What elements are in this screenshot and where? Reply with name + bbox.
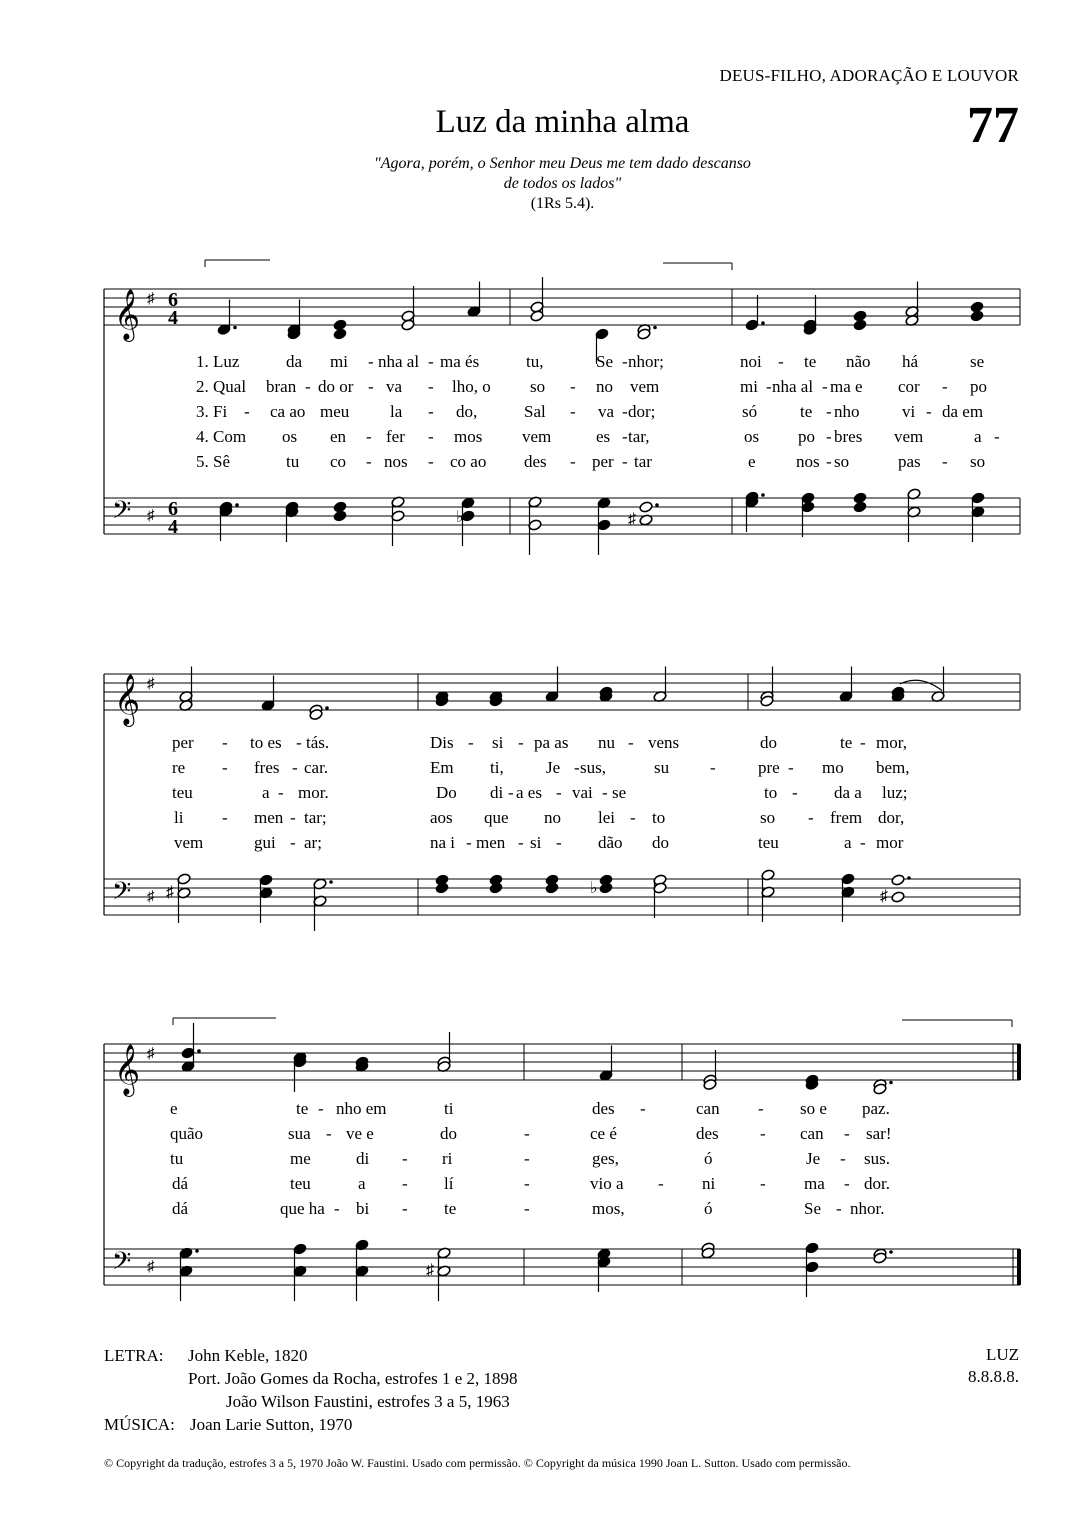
lyric-syllable: da [286,352,303,371]
lyric-syllable: ó [704,1199,713,1218]
lyric-syllable: fer [386,427,405,446]
lyric-syllable: - [758,1099,764,1118]
time-signature-bottom: 4 [168,516,178,538]
lyric-syllable: e [748,452,756,471]
lyric-syllable: nha al [378,352,420,371]
lyric-syllable: - [296,733,302,752]
lyric-syllable: dor, [878,808,905,827]
lyric-syllable: 2. Qual [196,377,247,396]
lyric-syllable: da a [834,783,862,802]
lyric-syllable: ca ao [270,402,306,421]
epigraph-line: de todos os lados" [503,175,622,192]
accidental: ♭ [590,880,598,897]
epigraph-line: "Agora, porém, o Senhor meu Deus me tem dado descanso [374,155,751,172]
lyric-syllable: 5. Sê [196,452,230,471]
lyric-syllable: a [262,783,270,802]
lyric-syllable: pas [898,452,921,471]
lyric-syllable: vem [522,427,552,446]
lyric-syllable: - [844,1124,850,1143]
lyric-syllable: dá [172,1174,189,1193]
lyric-syllable: há [902,352,919,371]
lyric-syllable: vai [572,783,593,802]
lyric-syllable: que ha [280,1199,325,1218]
lyric-syllable: aos [430,808,453,827]
copyright-notice: © Copyright da tradução, estrofes 3 a 5, 1970 João W. Faustini. Usado com permissão. © Copyright da música 1990 Joan L. Sutton. Usado com permissão. [104,1456,851,1470]
lyric-syllable: mos [454,427,483,446]
tie [900,680,942,690]
lyric-syllable: ma [804,1174,825,1193]
lyric-syllable: tar; [304,808,327,827]
lyric-syllable: des [524,452,547,471]
accidental: ♯ [628,511,636,528]
lyric-syllable: ar; [304,833,322,852]
lyric-syllable: po [970,377,987,396]
lyric-syllable: ri [442,1149,453,1168]
lyric-syllable: to [764,783,778,802]
dot [235,503,239,507]
lyric-syllable: dá [172,1199,189,1218]
lyric-syllable: meu [320,402,350,421]
lyric-syllable: bran [266,377,297,396]
lyric-syllable: - [844,1174,850,1193]
lyric-syllable: - [402,1199,408,1218]
lyric-syllable: 1. Luz [196,352,240,371]
lyric-syllable: tu, [526,352,544,371]
lyric-syllable: vio a [590,1174,624,1193]
lyric-syllable: vem [630,377,660,396]
lyric-syllable: va [598,402,615,421]
lyric-syllable: da em [942,402,984,421]
hymn-number: 77 [967,97,1019,154]
key-signature-sharp: ♯ [147,676,155,692]
lyric-syllable: nu [598,733,615,752]
musica-composer: Joan Larie Sutton, 1970 [190,1415,353,1434]
notehead [333,510,347,522]
notehead [891,891,905,903]
time-signature-top: 6 [168,289,178,311]
lyric-syllable: so [760,808,776,827]
lyric-syllable: me [290,1149,311,1168]
lyric-syllable: - [518,733,524,752]
lyric-syllable: só [742,402,758,421]
lyric-syllable: mi [330,352,348,371]
lyric-syllable: te [296,1099,309,1118]
key-signature-sharp: ♯ [147,291,155,307]
dot [195,1249,199,1253]
lyric-syllable: per [172,733,194,752]
lyric-syllable: si [530,833,542,852]
lyric-syllable: sus. [864,1149,890,1168]
lyric-syllable: a [844,833,852,852]
lyric-syllable: - [836,1199,842,1218]
accidental: ♯ [426,1262,434,1279]
lyric-syllable: lho, o [452,377,491,396]
lyric-syllable: luz; [882,783,908,802]
lyric-syllable: nhor. [850,1199,885,1218]
lyric-syllable: - [556,833,562,852]
lyric-syllable: vens [648,733,680,752]
credit-translator: João Wilson Faustini, estrofes 3 a 5, 1963 [226,1392,510,1411]
lyric-syllable: - [622,452,628,471]
lyric-syllable: Se [596,352,613,371]
lyric-syllable: to es [250,733,282,752]
lyric-syllable: - [860,833,866,852]
credit-letra-row [104,1344,518,1367]
lyric-syllable: frem [830,808,863,827]
lyric-syllable: - [428,427,434,446]
lyric-syllable: - [292,758,298,777]
accidental: ♯ [880,888,888,905]
notehead [891,874,905,886]
lyric-syllable: do, [456,402,478,421]
lyric-syllable: - [826,402,832,421]
lyric-syllable: - [926,402,932,421]
lyric-syllable: sus, [580,758,606,777]
lyric-syllable: - [468,733,474,752]
lyric-syllable: - [658,1174,664,1193]
lyric-syllable: nos [384,452,408,471]
lyric-syllable: na i [430,833,456,852]
lyric-syllable: - [574,758,580,777]
lyric-syllable: os [744,427,760,446]
lyric-syllable: - [222,733,228,752]
time-signature-top: 6 [168,498,178,520]
lyric-syllable: di [356,1149,370,1168]
credits [104,1344,518,1436]
lyric-syllable: teu [290,1174,311,1193]
key-signature-sharp: ♯ [147,508,155,524]
lyric-syllable: - [640,1099,646,1118]
lyric-syllable: no [544,808,561,827]
lyric-syllable: va [386,377,403,396]
lyric-syllable: não [846,352,871,371]
lyric-syllable: noi [740,352,762,371]
notehead [853,501,867,513]
lyric-syllable: se [970,352,985,371]
lyric-syllable: os [282,427,298,446]
accidental: ♭ [456,509,464,526]
lyric-syllable: vi [902,402,916,421]
notehead [333,328,347,340]
key-signature-sharp: ♯ [147,889,155,905]
lyric-syllable: - [942,452,948,471]
lyric-syllable: ni [702,1174,716,1193]
lyric-syllable: - [840,1149,846,1168]
lyric-syllable: do or [318,377,354,396]
lyric-syllable: ve e [346,1124,374,1143]
lyric-syllable: - [305,377,311,396]
epigraph-reference: (1Rs 5.4). [530,195,595,212]
lyric-syllable: - [334,1199,340,1218]
lyric-syllable: can [800,1124,824,1143]
epigraph [0,154,1085,214]
lyric-syllable: - [942,377,948,396]
lyric-syllable: men [254,808,284,827]
lyric-syllable: bres [834,427,863,446]
lyric-syllable: po [798,427,815,446]
letra-author: John Keble, 1820 [188,1346,308,1365]
lyric-syllable: - [622,427,628,446]
tune-info [968,1344,1019,1388]
lyric-syllable: gui [254,833,276,852]
lyric-syllable: la [390,402,403,421]
lyric-syllable: do [760,733,777,752]
lyric-syllable: ce é [590,1124,617,1143]
bass-clef: 𝄢 [112,497,132,530]
meter: 8.8.8.8. [968,1367,1019,1386]
lyric-syllable: nha al [772,377,814,396]
lyric-syllable: ti, [490,758,504,777]
lyric-syllable: a [974,427,982,446]
lyric-syllable: teu [172,783,193,802]
lyric-syllable: - [524,1174,530,1193]
lyric-syllable: e [170,1099,178,1118]
dot [653,326,657,330]
lyric-syllable: lei [598,808,615,827]
lyric-syllable: tu [170,1149,184,1168]
dot [329,880,333,884]
music-system-1 [0,255,1085,555]
lyric-syllable: Je [546,758,561,777]
lyric-syllable: a [358,1174,366,1193]
lyric-syllable: - [826,452,832,471]
lyric-syllable: so [834,452,850,471]
credit-musica-row [104,1413,518,1436]
notehead [639,501,653,513]
lyric-syllable: Sal [524,402,546,421]
lyric-syllable: - [630,808,636,827]
lyric-syllable: tás. [306,733,330,752]
lyric-syllable: des [592,1099,615,1118]
lyric-syllable: - [518,833,524,852]
lyric-syllable: - [466,833,472,852]
lyric-syllable: cor [898,377,920,396]
lyric-syllable: nho [834,402,860,421]
lyric-syllable: - [524,1124,530,1143]
bass-clef: 𝄢 [112,1248,132,1281]
key-signature-sharp: ♯ [147,1046,155,1062]
lyric-syllable: dão [598,833,623,852]
lyric-syllable: se [612,783,627,802]
lyric-syllable: - [788,758,794,777]
accidental: ♯ [166,884,174,901]
lyric-syllable: men [476,833,506,852]
lyric-syllable: - [402,1174,408,1193]
treble-clef: 𝄞 [114,1045,141,1094]
lyric-syllable: - [290,833,296,852]
dot [761,321,765,325]
hymn-category: DEUS-FILHO, ADORAÇÃO E LOUVOR [719,66,1019,85]
lyric-syllable: to [652,808,666,827]
lyric-syllable: en [330,427,347,446]
lyric-syllable: mos, [592,1199,625,1218]
lyric-syllable: si [492,733,504,752]
lyric-syllable: so e [800,1099,827,1118]
lyric-syllable: - [524,1199,530,1218]
lyric-syllable: re [172,758,186,777]
lyric-syllable: nos [796,452,820,471]
lyric-syllable: ges, [592,1149,619,1168]
letra-label: LETRA: [104,1346,164,1365]
dot [761,493,765,497]
lyric-syllable: a es [516,783,542,802]
lyric-syllable: no [596,377,613,396]
lyric-syllable: - [428,402,434,421]
dot [233,326,237,330]
dot [889,1081,893,1085]
lyric-syllable: mo [822,758,844,777]
lyric-syllable: - [766,377,772,396]
lyric-syllable: - [290,808,296,827]
lyric-syllable: quão [170,1124,204,1143]
lyric-syllable: - [366,427,372,446]
lyric-syllable: - [994,427,1000,446]
lyric-syllable: sua [288,1124,311,1143]
lyric-syllable: vem [174,833,204,852]
lyric-syllable: - [826,427,832,446]
lyric-syllable: - [760,1124,766,1143]
lyric-syllable: ó [704,1149,713,1168]
lyric-syllable: mor. [298,783,329,802]
lyric-syllable: bi [356,1199,370,1218]
lyric-syllable: - [556,783,562,802]
lyric-syllable: car. [304,758,329,777]
lyric-syllable: co [330,452,347,471]
musica-label: MÚSICA: [104,1415,175,1434]
lyric-syllable: can [696,1099,720,1118]
lyric-syllable: ti [444,1099,454,1118]
lyric-syllable: dor; [628,402,656,421]
lyric-syllable: - [428,377,434,396]
lyric-syllable: te [800,402,813,421]
treble-clef: 𝄞 [114,290,141,339]
lyric-syllable: - [222,808,228,827]
time-signature-bottom: 4 [168,307,178,329]
lyric-syllable: Em [430,758,454,777]
lyric-syllable: - [628,733,634,752]
bass-clef: 𝄢 [112,878,132,911]
dot [325,706,329,710]
lyric-syllable: - [428,352,434,371]
music-system-3 [0,1010,1085,1310]
lyric-syllable: - [318,1099,324,1118]
dot [889,1250,893,1254]
lyric-syllable: di [490,783,504,802]
lyric-syllable: mor [876,833,904,852]
lyric-syllable: - [428,452,434,471]
lyric-syllable: li [174,808,184,827]
lyric-syllable: 4. Com [196,427,247,446]
treble-clef: 𝄞 [114,675,141,724]
hymn-title: Luz da minha alma [435,104,690,140]
music-system-2 [0,640,1085,940]
lyric-syllable: te [840,733,853,752]
lyric-syllable: bem, [876,758,910,777]
lyric-syllable: per [592,452,614,471]
lyric-syllable: - [822,377,828,396]
lyric-syllable: - [222,758,228,777]
lyric-syllable: so [530,377,546,396]
tune-name: LUZ [985,1345,1019,1364]
lyric-syllable: - [570,377,576,396]
lyric-syllable: tar [634,452,652,471]
lyric-syllable: pa as [534,733,569,752]
lyric-syllable: - [760,1174,766,1193]
lyric-syllable: - [368,352,374,371]
lyric-syllable: Je [806,1149,821,1168]
lyric-syllable: - [508,783,514,802]
credit-translator: Port. João Gomes da Rocha, estrofes 1 e 2, 1898 [188,1369,518,1388]
lyric-syllable: mi [740,377,758,396]
lyric-syllable: - [602,783,608,802]
lyric-syllable: co ao [450,452,487,471]
lyric-syllable: - [244,402,250,421]
lyric-syllable: - [570,452,576,471]
lyric-syllable: pre [758,758,780,777]
lyric-syllable: te [444,1199,457,1218]
lyric-syllable: - [278,783,284,802]
key-signature-sharp: ♯ [147,1259,155,1275]
lyric-syllable: ma és [440,352,480,371]
lyric-syllable: nhor; [628,352,664,371]
lyric-syllable: teu [758,833,779,852]
lyric-syllable: - [792,783,798,802]
notehead [970,310,984,322]
dot [197,1049,201,1053]
lyric-syllable: - [368,377,374,396]
lyric-syllable: ma e [830,377,863,396]
lyric-syllable: - [622,402,628,421]
lyric-syllable: vem [894,427,924,446]
lyric-syllable: 3. Fi [196,402,228,421]
lyric-syllable: dor. [864,1174,890,1193]
lyric-syllable: - [808,808,814,827]
lyric-syllable: do [440,1124,457,1143]
lyric-syllable: - [622,352,628,371]
lyric-syllable: tu [286,452,300,471]
notehead [853,319,867,331]
lyric-syllable: Se [804,1199,821,1218]
lyric-syllable: des [696,1124,719,1143]
lyric-syllable: lí [444,1174,454,1193]
lyric-syllable: Dis [430,733,454,752]
lyric-syllable: te [804,352,817,371]
lyric-syllable: - [326,1124,332,1143]
lyric-syllable: - [402,1149,408,1168]
lyric-syllable: sar! [866,1124,892,1143]
lyric-syllable: nho em [336,1099,387,1118]
lyric-syllable: - [710,758,716,777]
lyric-syllable: mor, [876,733,907,752]
lyric-syllable: fres [254,758,280,777]
lyric-syllable: so [970,452,986,471]
dot [907,876,911,880]
lyric-syllable: es [596,427,611,446]
lyric-syllable: - [778,352,784,371]
lyric-syllable: su [654,758,670,777]
lyric-syllable: do [652,833,669,852]
lyric-syllable: que [484,808,509,827]
lyric-syllable: - [366,452,372,471]
lyric-syllable: - [860,733,866,752]
lyric-syllable: - [570,402,576,421]
dot [655,503,659,507]
lyric-syllable: Do [436,783,457,802]
lyric-syllable: paz. [862,1099,890,1118]
lyric-syllable: - [524,1149,530,1168]
lyric-syllable: tar, [628,427,650,446]
